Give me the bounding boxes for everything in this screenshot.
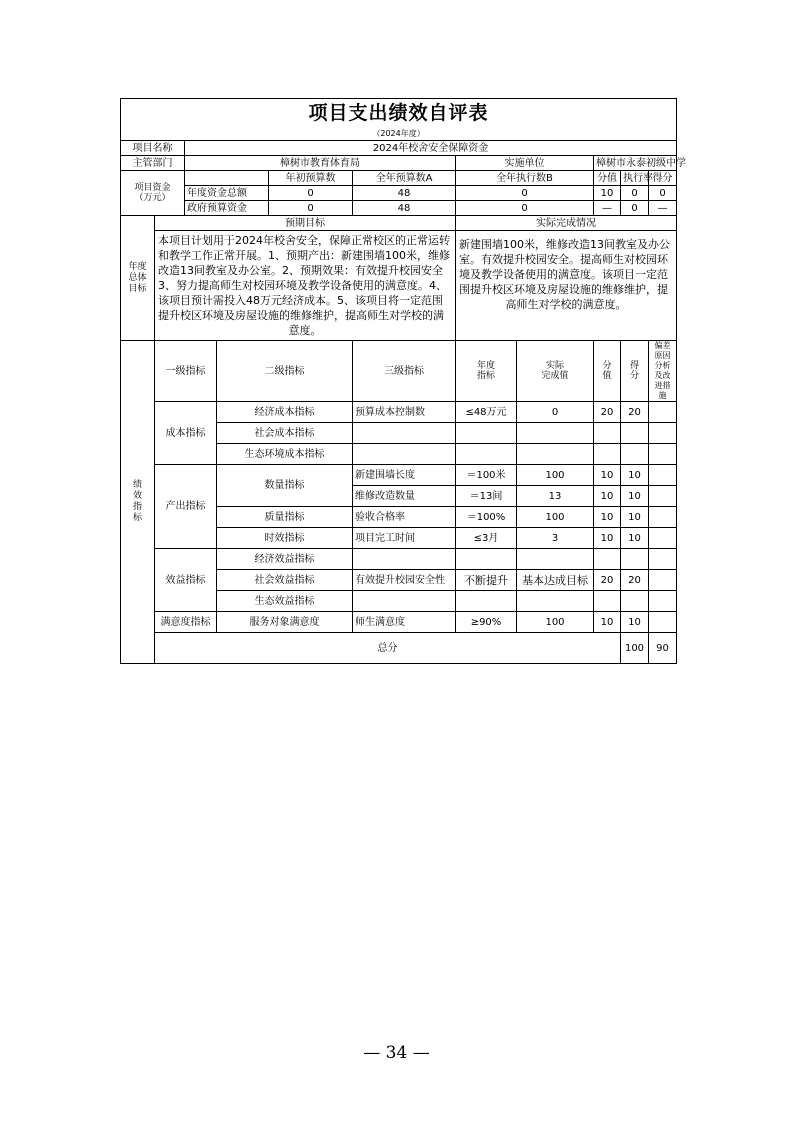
renovation-count-score: 10	[621, 486, 649, 507]
wall-length-label: 新建围墙长度	[353, 465, 456, 486]
campus-safety-actual: 基本达成目标	[517, 570, 594, 591]
expected-goal-text: 本项目计划用于2024年校舍安全，保障正常校区的正常运转和教学工作正常开展。1、预期产出：新建围墙100米，维修改造13间教室及办公室。2、预期效果：有效提升校园安全3、努力提高师生对校园环境及教学设备使用的满意度。4、该项目预计需投入48万元经济成本。5、该项目将一定范围提升校区环境及房屋设施的维修维护，提高师生对学校的满意度。	[155, 231, 456, 341]
service-satisfaction-label: 服务对象满意度	[217, 612, 353, 633]
level3-header: 三级指标	[353, 341, 456, 402]
timeliness-indicator-label: 时效指标	[217, 528, 353, 549]
col-score-value-header: 分 值	[594, 341, 621, 402]
performance-self-evaluation-table	[120, 98, 686, 664]
actual-completion-header: 实际完成情况	[456, 216, 677, 231]
gov-exec-rate: 0	[621, 201, 649, 216]
completion-time-score-value: 10	[594, 528, 621, 549]
total-score-value: 10	[594, 186, 621, 201]
completion-time-target: ≤3月	[456, 528, 517, 549]
campus-safety-score: 20	[621, 570, 649, 591]
output-indicator-label: 产出指标	[155, 465, 217, 549]
renovation-count-label: 维修改造数量	[353, 486, 456, 507]
acceptance-rate-target: ＝100%	[456, 507, 517, 528]
total-initial: 0	[269, 186, 353, 201]
fiscal-year: （2024年度）	[121, 127, 677, 141]
total-label: 总分	[155, 633, 621, 664]
satisfaction-score: 10	[621, 612, 649, 633]
satisfaction-score-value: 10	[594, 612, 621, 633]
satisfaction-indicator-label: 满意度指标	[155, 612, 217, 633]
renovation-count-target: ＝13间	[456, 486, 517, 507]
economic-cost-label: 经济成本指标	[217, 402, 353, 423]
project-name-value: 2024年校舍安全保障资金	[185, 141, 677, 156]
gov-score: —	[649, 201, 677, 216]
acceptance-rate-score: 10	[621, 507, 649, 528]
gov-budget-funds-label: 政府预算资金	[185, 201, 269, 216]
expected-goal-header: 预期目标	[155, 216, 456, 231]
teacher-student-satisfaction-label: 师生满意度	[353, 612, 456, 633]
annual-indicator-header: 年度 指标	[456, 341, 517, 402]
completion-time-actual: 3	[517, 528, 594, 549]
total-exec: 0	[456, 186, 594, 201]
initial-budget-header: 年初预算数	[269, 171, 353, 186]
level1-header: 一级指标	[155, 341, 217, 402]
quality-indicator-label: 质量指标	[217, 507, 353, 528]
total-score-value-sum: 100	[621, 633, 649, 664]
funds-label: 项目资金 （万元）	[121, 171, 185, 216]
campus-safety-score-value: 20	[594, 570, 621, 591]
acceptance-rate-label: 验收合格率	[353, 507, 456, 528]
full-year-budget-header: 全年预算数A	[353, 171, 456, 186]
score-value-header: 分值	[594, 171, 621, 186]
acceptance-rate-score-value: 10	[594, 507, 621, 528]
budget-cost-score-value: 20	[594, 402, 621, 423]
gov-score-value: —	[594, 201, 621, 216]
renovation-count-score-value: 10	[594, 486, 621, 507]
actual-value-header: 实际 完成值	[517, 341, 594, 402]
budget-cost-control-label: 预算成本控制数	[353, 402, 456, 423]
budget-cost-score: 20	[621, 402, 649, 423]
campus-safety-label: 有效提升校园安全性	[353, 570, 456, 591]
wall-length-score-value: 10	[594, 465, 621, 486]
competent-dept-label: 主管部门	[121, 156, 185, 171]
total-exec-rate: 0	[621, 186, 649, 201]
completion-time-score: 10	[621, 528, 649, 549]
level2-header: 二级指标	[217, 341, 353, 402]
wall-length-score: 10	[621, 465, 649, 486]
budget-cost-actual: 0	[517, 402, 594, 423]
score-header: 得分	[649, 171, 677, 186]
economic-benefit-label: 经济效益指标	[217, 549, 353, 570]
satisfaction-actual: 100	[517, 612, 594, 633]
col-score-header: 得 分	[621, 341, 649, 402]
page-number: — 34 —	[363, 1043, 430, 1063]
table-title: 项目支出绩效自评表	[121, 99, 677, 128]
budget-cost-target: ≤48万元	[456, 402, 517, 423]
total-full-year: 48	[353, 186, 456, 201]
exec-rate-header: 执行率	[621, 171, 649, 186]
satisfaction-target: ≥90%	[456, 612, 517, 633]
completion-time-label: 项目完工时间	[353, 528, 456, 549]
renovation-count-actual: 13	[517, 486, 594, 507]
perf-indicators-label: 绩 效 指 标	[121, 341, 155, 664]
gov-full-year: 48	[353, 201, 456, 216]
eco-benefit-label: 生态效益指标	[217, 591, 353, 612]
cost-indicator-label: 成本指标	[155, 402, 217, 465]
deviation-header: 偏差原因分析 及改进措施	[649, 341, 677, 402]
campus-safety-target: 不断提升	[456, 570, 517, 591]
gov-exec: 0	[456, 201, 594, 216]
total-score-sum: 90	[649, 633, 677, 664]
gov-initial: 0	[269, 201, 353, 216]
total-score: 0	[649, 186, 677, 201]
quantity-indicator-label: 数量指标	[217, 465, 353, 507]
annual-funds-total-label: 年度资金总额	[185, 186, 269, 201]
wall-length-actual: 100	[517, 465, 594, 486]
actual-completion-text: 新建围墙100米，维修改造13间教室及办公室。有效提升校园安全。提高师生对校园环境及教学设备使用的满意度。该项目一定范围提升校区环境及房屋设施的维修维护，提高师生对学校的满意度。	[456, 231, 677, 341]
wall-length-target: ＝100米	[456, 465, 517, 486]
acceptance-rate-actual: 100	[517, 507, 594, 528]
impl-unit-label: 实施单位	[456, 156, 594, 171]
overall-goal-label: 年度 总体 目标	[121, 216, 155, 341]
benefit-indicator-label: 效益指标	[155, 549, 217, 612]
social-cost-label: 社会成本指标	[217, 423, 353, 444]
full-year-exec-header: 全年执行数B	[456, 171, 594, 186]
project-name-label: 项目名称	[121, 141, 185, 156]
eco-cost-label: 生态环境成本指标	[217, 444, 353, 465]
social-benefit-label: 社会效益指标	[217, 570, 353, 591]
impl-unit-value: 樟树市永泰初级中学	[594, 156, 677, 171]
competent-dept-value: 樟树市教育体育局	[185, 156, 456, 171]
